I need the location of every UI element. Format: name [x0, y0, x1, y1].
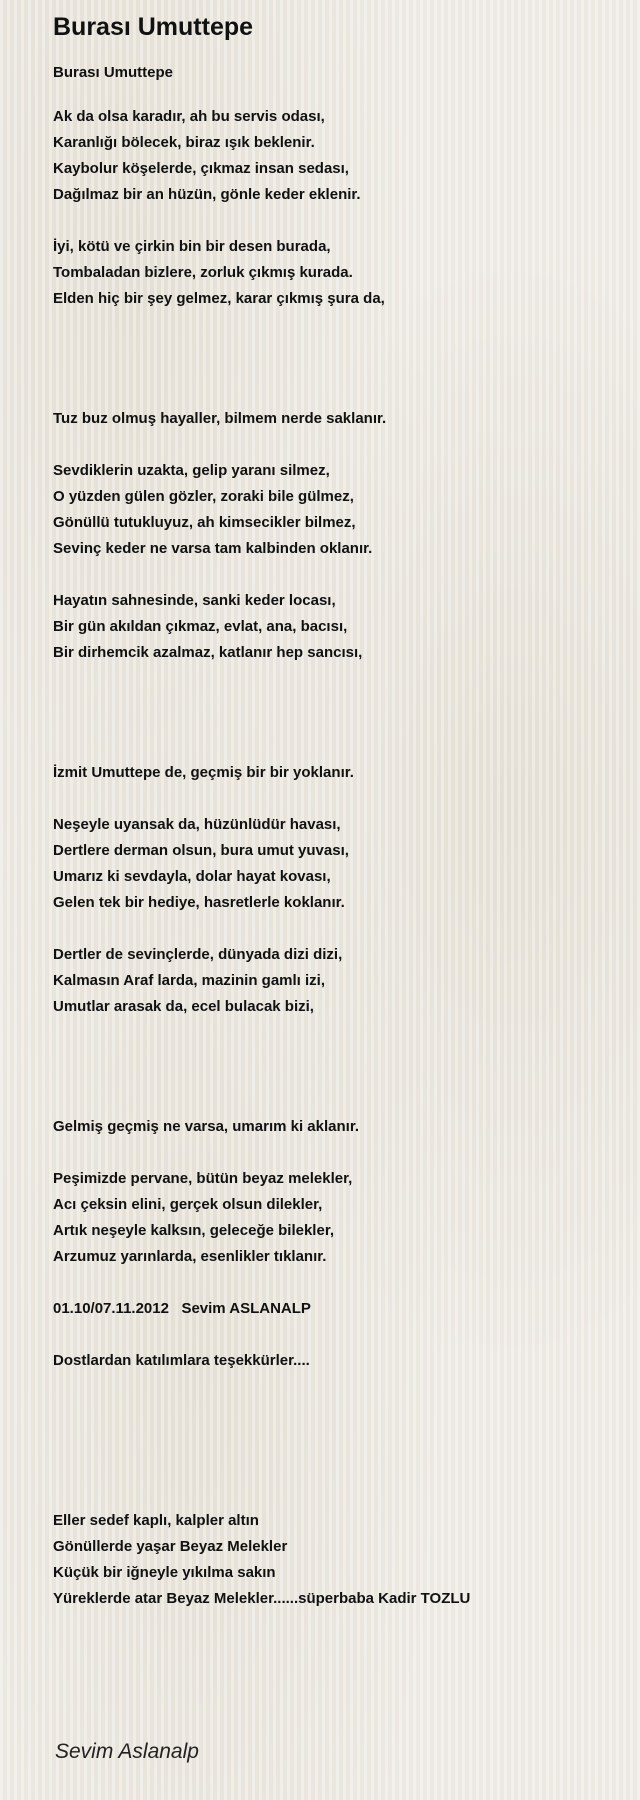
poem-line: Dostlardan katılımlara teşekkürler....: [53, 1352, 310, 1369]
poem-line: O yüzden gülen gözler, zoraki bile gülmez,: [53, 488, 354, 505]
poem-page: [53, 12, 613, 1612]
poem-line: Gönüllerde yaşar Beyaz Melekler: [53, 1538, 288, 1555]
poem-stanza: [53, 812, 613, 916]
poem-line: İyi, kötü ve çirkin bin bir desen burada,: [53, 238, 331, 255]
poem-body: [53, 104, 613, 1612]
poem-line: Tuz buz olmuş hayaller, bilmem nerde saklanır.: [53, 410, 387, 427]
poem-stanza: [53, 760, 613, 786]
poem-stanza: [53, 1348, 613, 1374]
poem-stanza: [53, 942, 613, 1020]
poem-stanza: [53, 1508, 613, 1612]
poem-line: Dertlere derman olsun, bura umut yuvası,: [53, 842, 349, 859]
poem-line: Karanlığı bölecek, biraz ışık beklenir.: [53, 134, 315, 151]
poem-line: Peşimizde pervane, bütün beyaz melekler,: [53, 1170, 353, 1187]
poem-line: Artık neşeyle kalksın, geleceğe bilekler,: [53, 1222, 334, 1239]
poem-stanza: [53, 458, 613, 562]
poem-stanza: [53, 104, 613, 208]
poem-line: Küçük bir iğneyle yıkılma sakın: [53, 1564, 276, 1581]
poem-line: Umarız ki sevdayla, dolar hayat kovası,: [53, 868, 331, 885]
poem-line: Gönüllü tutukluyuz, ah kimsecikler bilmez,: [53, 514, 356, 531]
poem-line: Umutlar arasak da, ecel bulacak bizi,: [53, 998, 314, 1015]
poem-line: Arzumuz yarınlarda, esenlikler tıklanır.: [53, 1248, 327, 1265]
poem-line: Bir dirhemcik azalmaz, katlanır hep sancısı,: [53, 644, 363, 661]
poem-line: Ak da olsa karadır, ah bu servis odası,: [53, 108, 325, 125]
poem-line: Acı çeksin elini, gerçek olsun dilekler,: [53, 1196, 323, 1213]
poem-line: Hayatın sahnesinde, sanki keder locası,: [53, 592, 336, 609]
poem-line: Elden hiç bir şey gelmez, karar çıkmış şura da,: [53, 290, 385, 307]
poem-line: 01.10/07.11.2012 Sevim ASLANALP: [53, 1300, 311, 1317]
poem-stanza: [53, 406, 613, 432]
author-signature: Sevim Aslanalp: [55, 1740, 199, 1763]
poem-stanza: [53, 1296, 613, 1322]
poem-line: Gelen tek bir hediye, hasretlerle koklanır.: [53, 894, 345, 911]
poem-line: Bir gün akıldan çıkmaz, evlat, ana, bacısı,: [53, 618, 348, 635]
poem-stanza: [53, 234, 613, 312]
poem-line: Eller sedef kaplı, kalpler altın: [53, 1512, 259, 1529]
poem-stanza: [53, 588, 613, 666]
poem-line: Dağılmaz bir an hüzün, gönle keder eklenir.: [53, 186, 361, 203]
poem-line: Dertler de sevinçlerde, dünyada dizi dizi,: [53, 946, 343, 963]
poem-line: Sevdiklerin uzakta, gelip yaranı silmez,: [53, 462, 330, 479]
poem-stanza: [53, 1114, 613, 1140]
poem-line: Sevinç keder ne varsa tam kalbinden oklanır.: [53, 540, 373, 557]
page-title: Burası Umuttepe: [53, 13, 254, 41]
poem-line: Kalmasın Araf larda, mazinin gamlı izi,: [53, 972, 326, 989]
poem-line: İzmit Umuttepe de, geçmiş bir bir yoklanır.: [53, 764, 354, 781]
poem-line: Kaybolur köşelerde, çıkmaz insan sedası,: [53, 160, 349, 177]
poem-line: Gelmiş geçmiş ne varsa, umarım ki aklanır.: [53, 1118, 359, 1135]
poem-stanza: [53, 1166, 613, 1270]
poem-line: Yüreklerde atar Beyaz Melekler......süperbaba Kadir TOZLU: [53, 1590, 471, 1607]
poem-line: Neşeyle uyansak da, hüzünlüdür havası,: [53, 816, 341, 833]
poem-line: Tombaladan bizlere, zorluk çıkmış kurada.: [53, 264, 353, 281]
poem-subtitle: Burası Umuttepe: [53, 64, 174, 81]
